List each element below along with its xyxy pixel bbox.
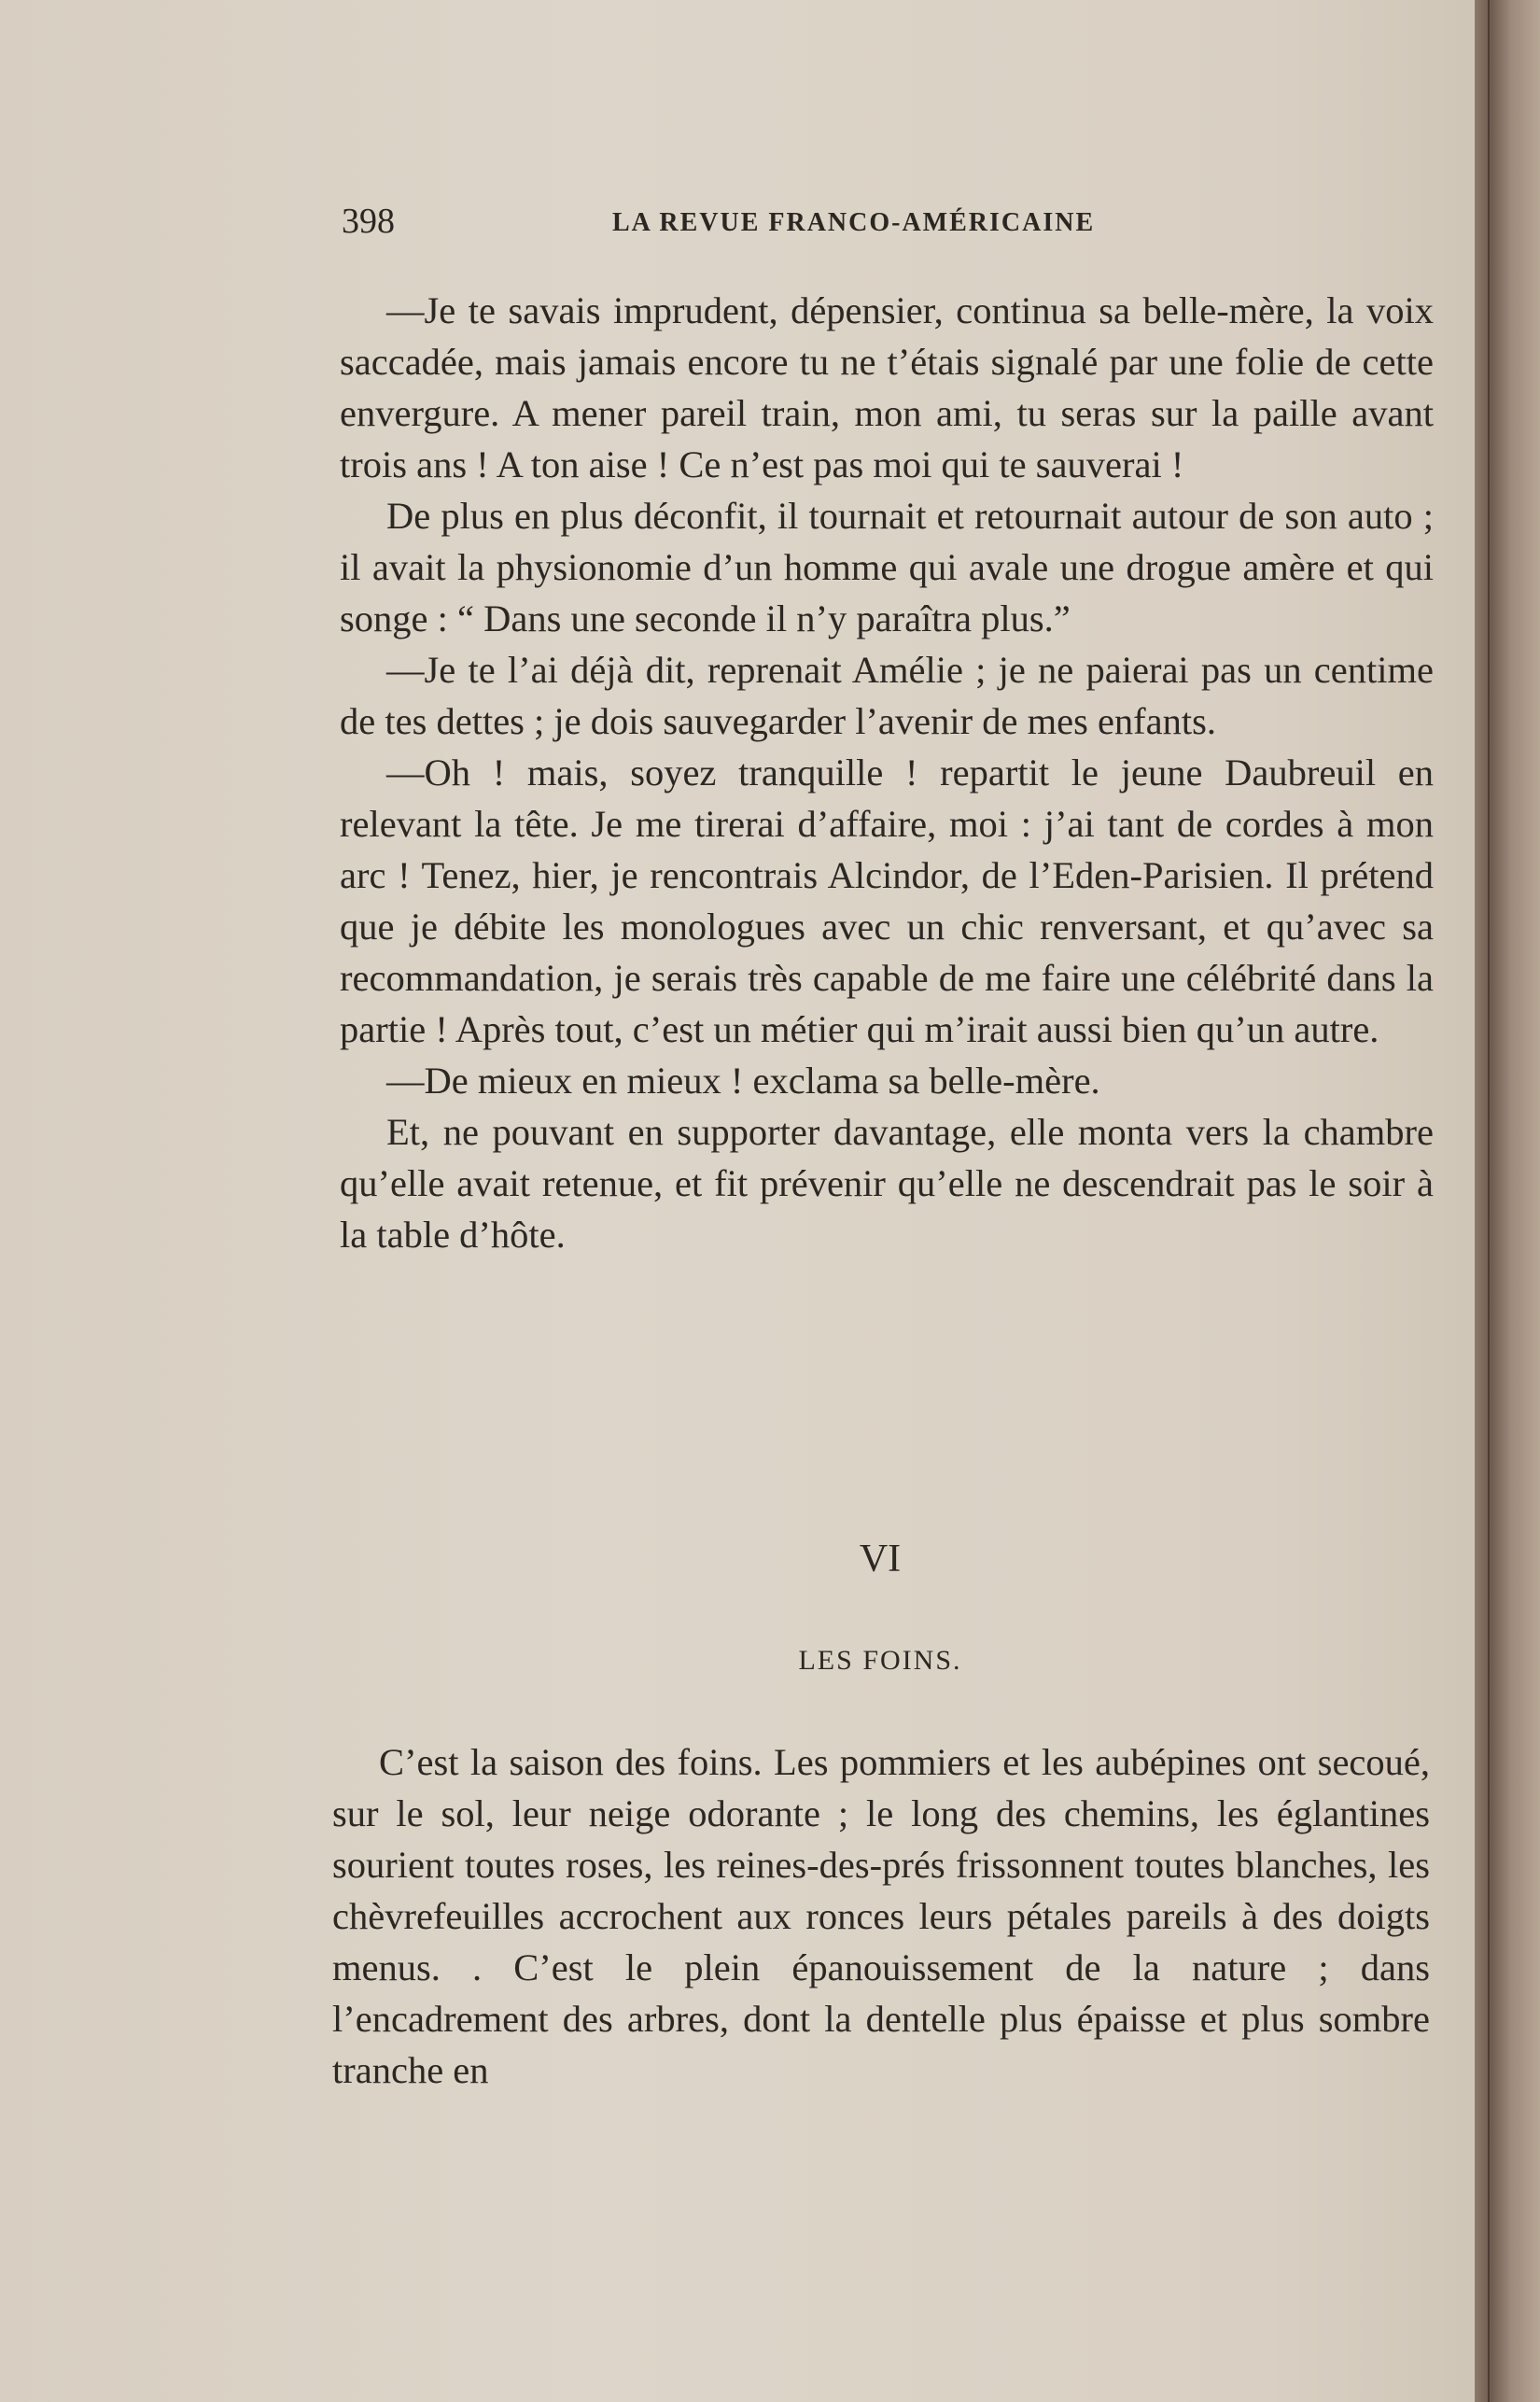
chapter-body-text xyxy=(332,1736,1430,2096)
paragraph: —De mieux en mieux ! exclama sa belle-mère. xyxy=(386,1060,1100,1102)
paragraph: —Oh ! mais, soyez tranquille ! repartit le jeune Daubreuil en relevant la tête. Je me tirerai d’affaire, moi : j’ai tant de cordes à mon arc ! Tenez, hier, je rencontrais Alcindor, de l’Eden-Parisien. Il prétend que je débite les monologues avec un chic renversant, et qu’avec sa recommandation, je serais très capable de me faire une célébrité dans la partie ! Après tout, c’est un métier qui m’irait aussi bien qu’un autre. xyxy=(340,752,1434,1050)
book-spine xyxy=(1475,0,1540,2402)
page-edge xyxy=(1488,0,1490,2402)
paragraph: —Je te l’ai déjà dit, reprenait Amélie ; je ne paierai pas un centime de tes dettes ; je dois sauvegarder l’avenir de mes enfants. xyxy=(340,649,1434,742)
page-header xyxy=(342,201,1443,257)
page-number: 398 xyxy=(342,202,395,241)
paragraph: C’est la saison des foins. Les pommiers et les aubépines ont secoué, sur le sol, leur neige odorante ; le long des chemins, les églantines sourient toutes roses, les reines-des-prés frissonnent toutes blanches, les chèvrefeuilles accrochent aux ronces leurs pétales pareils à des doigts menus. . C’est le plein épanouissement de la nature ; dans l’encadrement des arbres, dont la dentelle plus épaisse et plus sombre tranche en xyxy=(332,1741,1430,2091)
paragraph: —Je te savais imprudent, dépensier, continua sa belle-mère, la voix saccadée, mais jamais encore tu ne t’étais signalé par une folie de cette envergure. A mener pareil train, mon ami, tu seras sur la paille avant trois ans ! A ton aise ! Ce n’est pas moi qui te sauverai ! xyxy=(340,289,1434,485)
chapter-number: VI xyxy=(859,1538,902,1580)
chapter-title: LES FOINS. xyxy=(798,1645,962,1676)
paragraph: De plus en plus déconfit, il tournait et retournait autour de son auto ; il avait la physionomie d’un homme qui avale une drogue amère et qui songe : “ Dans une seconde il n’y paraîtra plus.” xyxy=(340,495,1434,639)
running-head: LA REVUE FRANCO-AMÉRICAINE xyxy=(612,208,1096,237)
paragraph: Et, ne pouvant en supporter davantage, elle monta vers la chambre qu’elle avait retenue, et fit prévenir qu’elle ne descendrait pas le soir à la table d’hôte. xyxy=(340,1111,1434,1256)
body-text xyxy=(340,285,1434,1260)
